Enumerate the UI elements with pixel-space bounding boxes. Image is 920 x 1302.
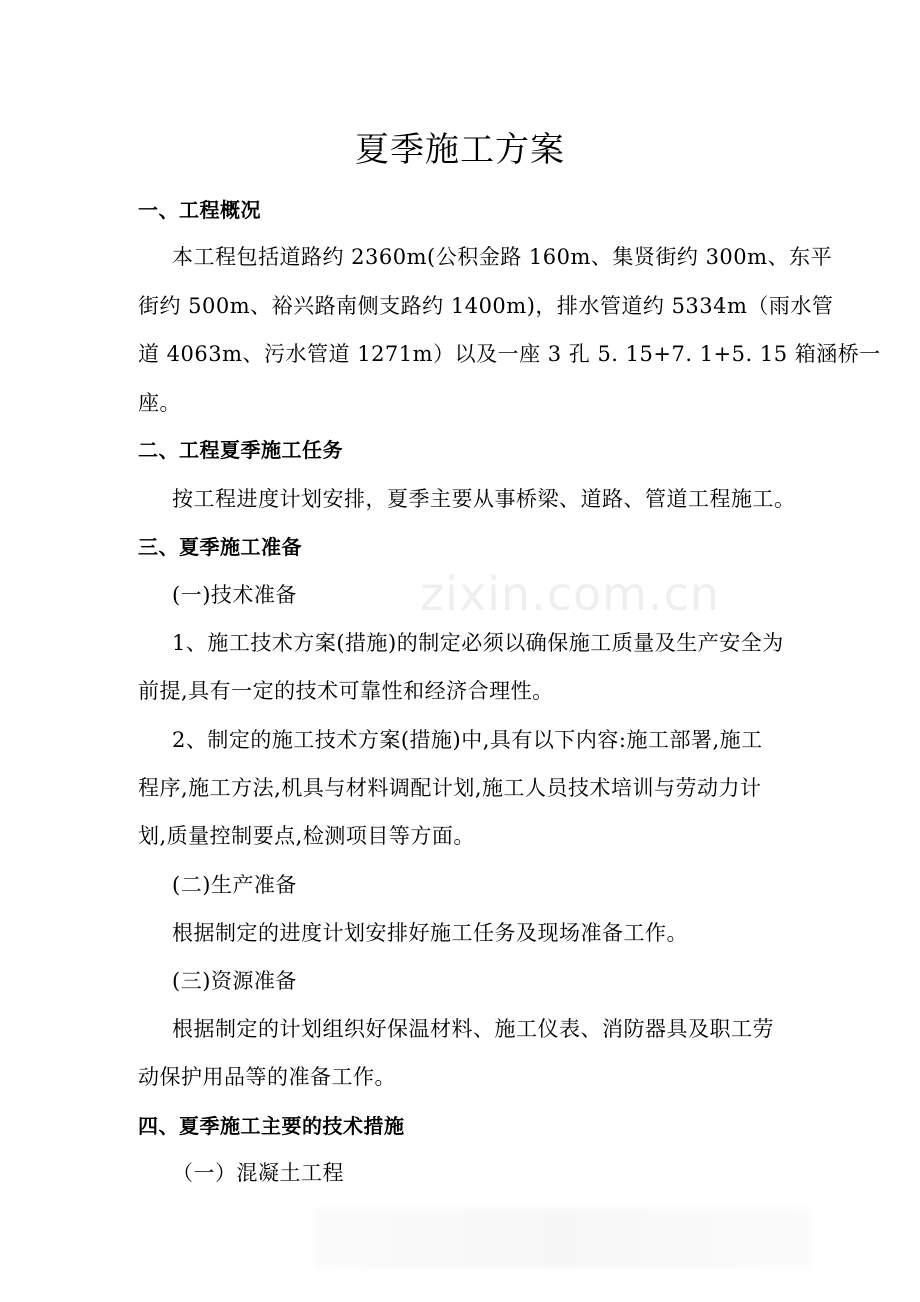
paragraph-line: 2、制定的施工技术方案(措施)中,具有以下内容:施工部署,施工 <box>172 728 763 752</box>
subsection-heading: (三)资源准备 <box>172 969 297 993</box>
paragraph-line: 按工程进度计划安排，夏季主要从事桥梁、道路、管道工程施工。 <box>172 487 796 511</box>
section-heading-2: 二、工程夏季施工任务 <box>138 438 343 462</box>
paragraph-line: 道 4063m、污水管道 1271m）以及一座 3 孔 5. 15+7. 1+5. 15 箱涵桥一 <box>138 342 881 366</box>
paragraph-line: 动保护用品等的准备工作。 <box>138 1065 396 1089</box>
section-heading-4: 四、夏季施工主要的技术措施 <box>138 1114 405 1138</box>
section-heading-3: 三、夏季施工准备 <box>138 535 302 559</box>
paragraph-line: 本工程包括道路约 2360m(公积金路 160m、集贤街约 300m、东平 <box>172 245 833 269</box>
subsection-heading: (二)生产准备 <box>172 873 297 897</box>
subsection-heading: （一）混凝土工程 <box>172 1161 344 1185</box>
paragraph-line: 座。 <box>138 391 181 415</box>
paragraph-line: 前提,具有一定的技术可靠性和经济合理性。 <box>138 679 554 703</box>
document-title: 夏季施工方案 <box>355 130 565 170</box>
paragraph-line: 根据制定的计划组织好保温材料、施工仪表、消防器具及职工劳 <box>172 1017 774 1041</box>
paragraph-line: 根据制定的进度计划安排好施工任务及现场准备工作。 <box>172 921 688 945</box>
subsection-heading: (一)技术准备 <box>172 583 297 607</box>
paragraph-line: 街约 500m、裕兴路南侧支路约 1400m)，排水管道约 5334m（雨水管 <box>138 294 834 318</box>
paragraph-line: 程序,施工方法,机具与材料调配计划,施工人员技术培训与劳动力计 <box>138 776 762 800</box>
paragraph-line: 1、施工技术方案(措施)的制定必须以确保施工质量及生产安全为 <box>172 631 784 655</box>
section-heading-1: 一、工程概况 <box>138 198 261 222</box>
paragraph-line: 划,质量控制要点,检测项目等方面。 <box>138 824 475 848</box>
site-watermark: zixin.com.cn <box>420 567 721 621</box>
blurred-footer-watermark <box>314 1208 810 1268</box>
